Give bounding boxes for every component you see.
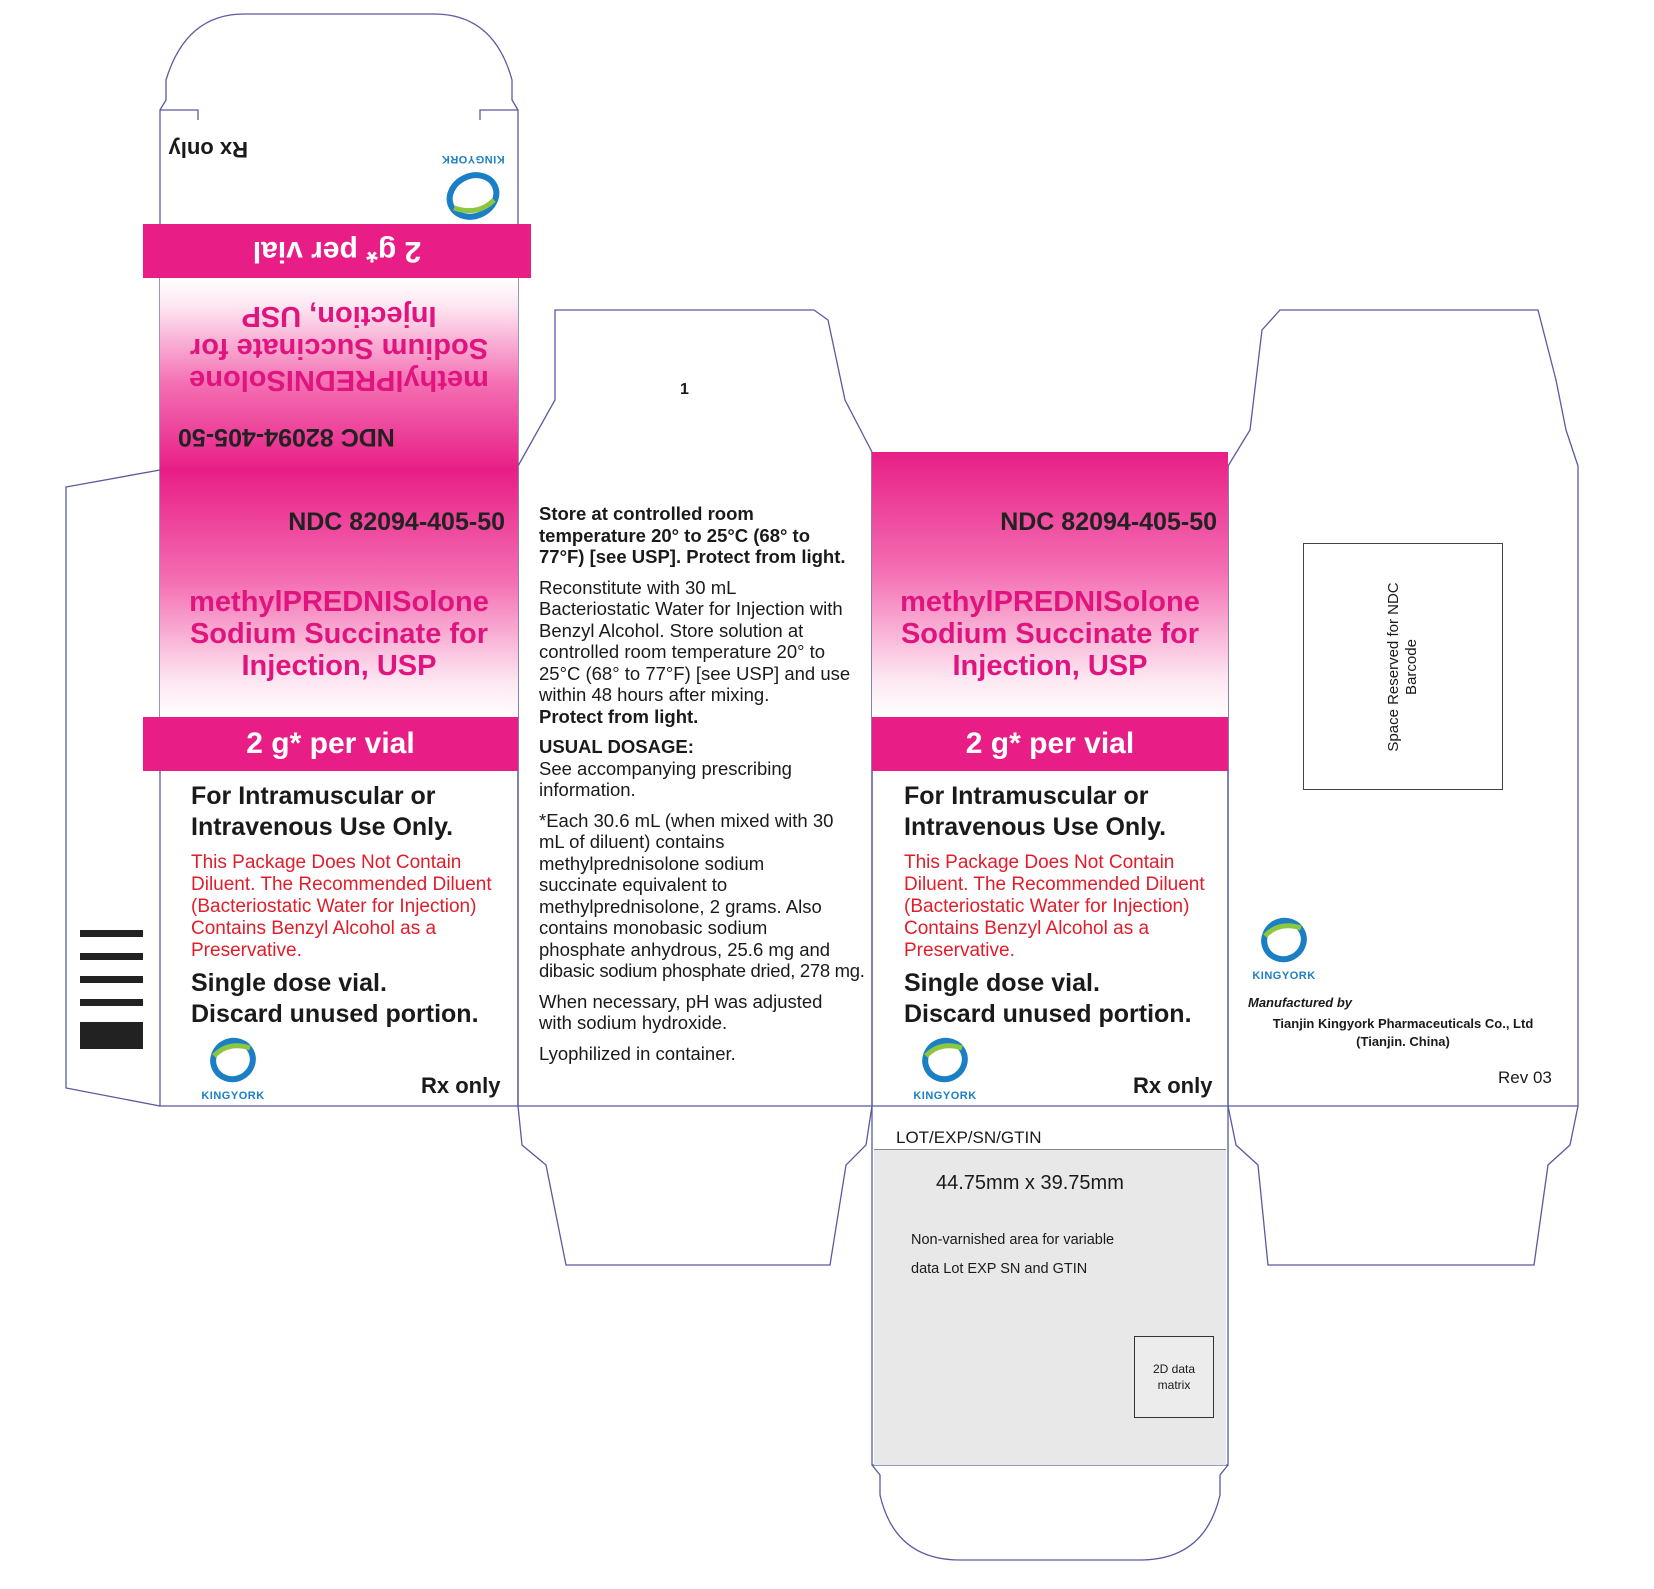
front1-ndc: NDC 82094-405-50 xyxy=(288,508,505,536)
storage-line: Store at controlled room xyxy=(539,503,754,524)
data-matrix-box xyxy=(1134,1336,1214,1418)
top-flap-text-group xyxy=(160,120,518,465)
ph-line: When necessary, pH was adjusted xyxy=(539,990,823,1012)
drug-name-line: Injection, USP xyxy=(241,300,437,332)
manufacturer-name xyxy=(1242,1015,1564,1051)
front1-use xyxy=(191,781,453,843)
reconstitute-line: 25°C (68° to 77°F) [see USP] and use xyxy=(539,662,851,684)
side-logo-word: KINGYORK xyxy=(1252,970,1316,982)
warning-line: Diluent. The Recommended Diluent xyxy=(904,874,1205,895)
info-bottom-flap-outline xyxy=(518,1106,872,1265)
use-line: Intravenous Use Only. xyxy=(904,813,1167,841)
revision: Rev 03 xyxy=(1498,1068,1552,1087)
each-paragraph xyxy=(539,810,879,982)
drug-name-line: Injection, USP xyxy=(241,650,437,682)
single-dose-line: Single dose vial. xyxy=(904,969,1100,997)
warning-line: This Package Does Not Contain xyxy=(191,852,462,873)
storage-paragraph xyxy=(539,503,879,568)
reconstitute-line: Bacteriostatic Water for Injection with xyxy=(539,598,843,619)
front2-rx-only: Rx only xyxy=(1133,1073,1213,1098)
glue-bar-thick xyxy=(80,1022,143,1049)
reconstitute-line: within 48 hours after mixing. xyxy=(539,684,770,705)
top-flap-drug-name xyxy=(160,300,518,396)
warning-line: Contains Benzyl Alcohol as a xyxy=(904,918,1150,939)
panel-number: 1 xyxy=(680,381,689,398)
warning-line: Contains Benzyl Alcohol as a xyxy=(191,918,437,939)
front1-warning xyxy=(191,852,492,962)
glue-flap-outline xyxy=(66,470,160,1106)
barcode-box-line: Barcode xyxy=(1403,638,1420,695)
storage-line: temperature 20° to 25°C (68° to xyxy=(539,524,810,546)
glue-bar xyxy=(80,930,143,937)
info-panel-text xyxy=(539,503,879,1073)
each-line: succinate equivalent to xyxy=(539,874,728,895)
front2-strength-band: 2 g* per vial xyxy=(872,717,1228,771)
warning-line: (Bacteriostatic Water for Injection) xyxy=(191,896,477,917)
front2-ndc: NDC 82094-405-50 xyxy=(1000,508,1217,536)
each-line: *Each 30.6 mL (when mixed with 30 xyxy=(539,809,834,831)
warning-line: Preservative. xyxy=(191,940,302,961)
kingyork-swirl-logo-icon xyxy=(198,1035,268,1085)
front2-use xyxy=(904,781,1166,843)
use-line: For Intramuscular or xyxy=(191,782,436,810)
each-line: methylprednisolone, 2 grams. Also xyxy=(539,895,822,917)
glue-bar xyxy=(80,976,143,983)
front1-kingyork-logo xyxy=(198,1035,268,1101)
info-top-flap-outline xyxy=(518,310,872,466)
drug-name-line: methylPREDNISolone xyxy=(900,586,1200,618)
each-line: methylprednisolone sodium xyxy=(539,852,765,874)
front1-logo-word: KINGYORK xyxy=(201,1090,265,1102)
warning-line: Preservative. xyxy=(904,940,1015,961)
front2-single-dose xyxy=(904,968,1192,1030)
barcode-box-line: Space Reserved for NDC xyxy=(1385,581,1402,752)
front2-kingyork-logo xyxy=(910,1035,980,1101)
warning-line: Diluent. The Recommended Diluent xyxy=(191,874,492,895)
dosage-line: See accompanying prescribing xyxy=(539,757,792,779)
front1-single-dose xyxy=(191,968,479,1030)
top-flap-kingyork-logo xyxy=(438,152,508,222)
use-line: For Intramuscular or xyxy=(904,782,1149,810)
front1-drug-name xyxy=(160,586,518,682)
side-kingyork-logo xyxy=(1248,915,1320,981)
each-line: phosphate anhydrous, 25.6 mg and xyxy=(539,938,831,960)
barcode-reserved-text xyxy=(1385,547,1421,787)
glue-bar xyxy=(80,999,143,1006)
use-line: Intravenous Use Only. xyxy=(191,813,454,841)
protect-from-light: Protect from light. xyxy=(539,705,699,727)
reconstitute-line: controlled room temperature 20° to xyxy=(539,641,826,662)
kingyork-swirl-logo-icon xyxy=(438,170,508,222)
ph-line: with sodium hydroxide. xyxy=(539,1012,728,1033)
front2-logo-word: KINGYORK xyxy=(913,1090,977,1102)
lyophilized: Lyophilized in container. xyxy=(539,1042,736,1064)
matrix-line: 2D data xyxy=(1152,1362,1196,1376)
company-name: Tianjin Kingyork Pharmaceuticals Co., Ltd xyxy=(1272,1016,1534,1031)
manufactured-by: Manufactured by xyxy=(1248,995,1353,1010)
reconstitute-paragraph xyxy=(539,577,879,706)
dosage-paragraph xyxy=(539,736,879,801)
variable-area-note xyxy=(911,1226,1114,1284)
drug-name-line: Injection, USP xyxy=(952,650,1148,682)
each-line: contains monobasic sodium xyxy=(539,917,768,938)
single-dose-line: Discard unused portion. xyxy=(191,1000,479,1028)
variable-area-dimensions: 44.75mm x 39.75mm xyxy=(936,1172,1124,1194)
top-flap-rx-only: Rx only xyxy=(168,137,248,162)
top-flap-strength: 2 g* per vial xyxy=(252,235,422,268)
reconstitute-line: Reconstitute with 30 mL xyxy=(539,576,737,598)
side-top-flap-outline xyxy=(1228,310,1578,466)
matrix-line: matrix xyxy=(1157,1378,1191,1392)
company-location: (Tianjin. China) xyxy=(1356,1034,1450,1049)
lot-exp-label: LOT/EXP/SN/GTIN xyxy=(896,1128,1042,1147)
front2-warning xyxy=(904,852,1205,962)
glue-bar xyxy=(80,953,143,960)
single-dose-line: Single dose vial. xyxy=(191,969,387,997)
ph-paragraph xyxy=(539,991,879,1034)
dosage-heading: USUAL DOSAGE: xyxy=(539,736,694,757)
front1-rx-only: Rx only xyxy=(421,1073,501,1098)
note-line: Non-varnished area for variable xyxy=(911,1232,1115,1248)
top-flap-logo-word: KINGYORK xyxy=(441,153,505,165)
drug-name-line: Sodium Succinate for xyxy=(900,618,1200,650)
note-line: data Lot EXP SN and GTIN xyxy=(911,1261,1088,1277)
bottom-tuck-outline xyxy=(872,1465,1228,1560)
drug-name-line: Sodium Succinate for xyxy=(189,618,489,650)
front2-drug-name xyxy=(872,586,1228,682)
reconstitute-line: Benzyl Alcohol. Store solution at xyxy=(539,619,804,641)
front1-strength-band: 2 g* per vial xyxy=(143,717,518,771)
each-line: mL of diluent) contains xyxy=(539,831,725,852)
dosage-line: information. xyxy=(539,779,636,800)
single-dose-line: Discard unused portion. xyxy=(904,1000,1192,1028)
warning-line: (Bacteriostatic Water for Injection) xyxy=(904,896,1190,917)
side-bottom-flap-outline xyxy=(1228,1106,1578,1265)
warning-line: This Package Does Not Contain xyxy=(904,852,1175,873)
drug-name-line: methylPREDNISolone xyxy=(189,586,489,618)
barcode-reserved-box xyxy=(1303,543,1503,790)
drug-name-line: Sodium Succinate for xyxy=(189,332,489,364)
drug-name-line: methylPREDNISolone xyxy=(189,364,489,396)
kingyork-swirl-logo-icon xyxy=(910,1035,980,1085)
storage-line: 77°F) [see USP]. Protect from light. xyxy=(539,546,846,567)
each-line: dibasic sodium phosphate dried, 278 mg. xyxy=(539,960,865,981)
kingyork-swirl-logo-icon xyxy=(1248,915,1320,965)
top-flap-ndc: NDC 82094-405-50 xyxy=(178,423,395,451)
